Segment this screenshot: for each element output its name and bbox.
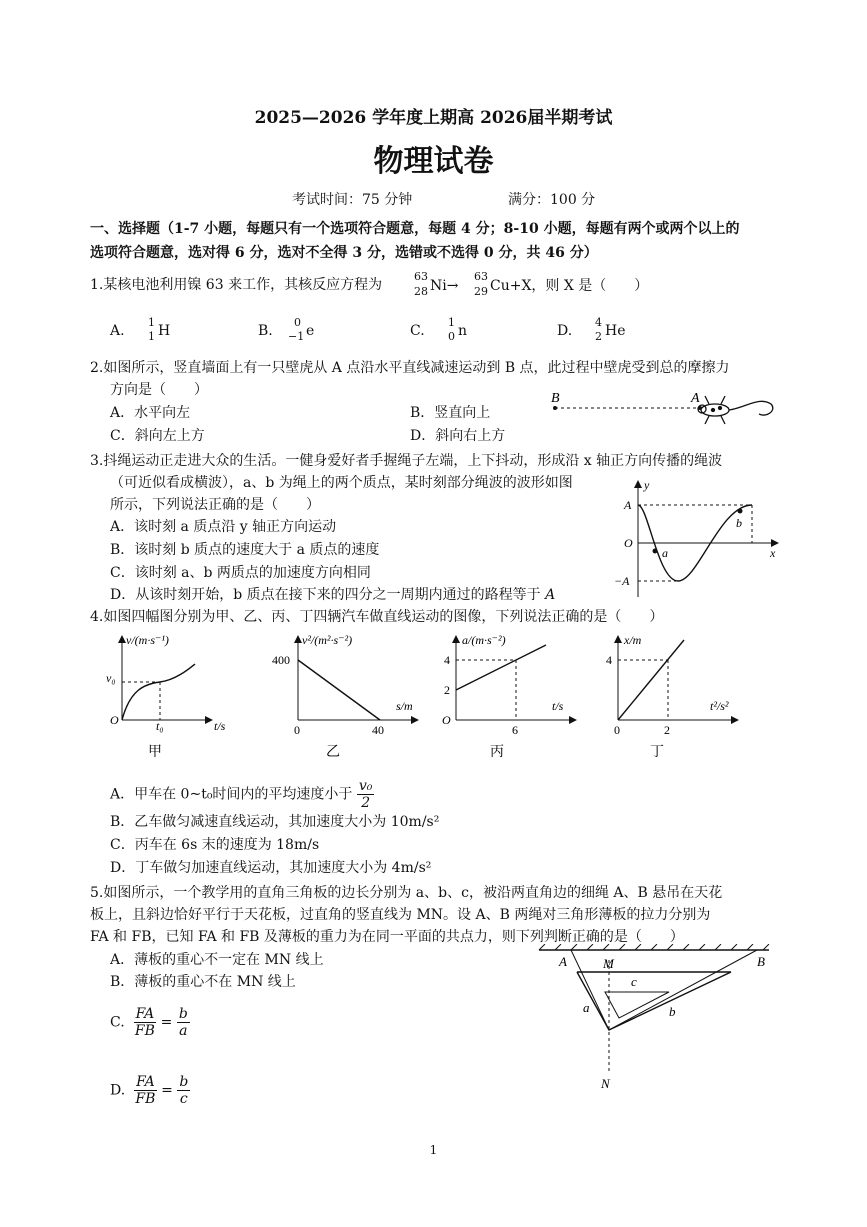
graph-name: 乙 bbox=[326, 745, 340, 760]
q4-option-b: B．乙车做匀减速直线运动，其加速度大小为 10m/s² bbox=[110, 814, 440, 830]
particle-a-label: a bbox=[662, 546, 668, 560]
side-c-label: c bbox=[631, 974, 637, 989]
cu-atomic: 29 bbox=[474, 285, 488, 298]
q5-option-a: A．薄板的重心不一定在 MN 线上 bbox=[110, 952, 324, 968]
q4-stem: 4.如图四幅图分别为甲、乙、丙、丁四辆汽车做直线运动的图像，下列说法正确的是（ ） bbox=[90, 609, 664, 625]
q5-option-c: C. $\frac{FA}{FB}$ = $\frac{b}{a}$ bbox=[110, 1006, 188, 1039]
curve bbox=[122, 664, 195, 720]
atomic-number: 0 bbox=[448, 330, 455, 343]
x-label: t²/s² bbox=[710, 699, 729, 713]
q3-option-d-text: D．从该时刻开始，b 质点在接下来的四分之一周期内通过的路程等于 bbox=[110, 587, 541, 603]
option-label: C. bbox=[410, 323, 425, 339]
triangle-plate bbox=[577, 972, 731, 1030]
x-label: t/s bbox=[214, 719, 226, 733]
nuclide-symbol: He bbox=[605, 323, 626, 339]
q2-option-c: C．斜向左上方 bbox=[110, 428, 205, 444]
cu-mass: 63 bbox=[474, 270, 488, 283]
page-number: 1 bbox=[429, 1143, 438, 1157]
atomic-number: 1 bbox=[148, 330, 155, 343]
gecko-figure bbox=[545, 388, 785, 436]
v0-over-2 bbox=[357, 778, 375, 811]
q3-stem-line1: 3.抖绳运动正走进大众的生活。一健身爱好者手握绳子左端，上下抖动，形成沿 x 轴正方向传播的绳波 bbox=[90, 453, 723, 469]
denominator: a bbox=[179, 1023, 188, 1039]
x-tick: 6 bbox=[512, 723, 518, 737]
q3-option-a: A．该时刻 a 质点沿 y 轴正方向运动 bbox=[110, 519, 337, 535]
q3-option-b: B．该时刻 b 质点的速度大于 a 质点的速度 bbox=[110, 542, 380, 558]
y-label: x/m bbox=[624, 633, 642, 647]
y-tick-intercept: 2 bbox=[444, 683, 450, 697]
y-tick: 400 bbox=[272, 653, 290, 667]
graph-ding bbox=[606, 633, 738, 760]
b-over-a bbox=[177, 1006, 190, 1039]
q2-stem-line2: 方向是（ ） bbox=[110, 382, 208, 398]
mass-number: 4 bbox=[595, 316, 602, 329]
exam-time: 考试时间：75 分钟 bbox=[292, 192, 413, 208]
q2-stem-line1: 2.如图所示，竖直墙面上有一只壁虎从 A 点沿水平直线减速运动到 B 点，此过程中壁虎受到总的摩擦力 bbox=[90, 360, 730, 376]
graph-jia bbox=[106, 633, 226, 760]
inner-cutout bbox=[605, 992, 669, 1018]
gecko-icon bbox=[698, 396, 773, 424]
point-a-label: A bbox=[691, 391, 700, 406]
y-label: v/(m·s⁻¹) bbox=[126, 633, 169, 647]
line bbox=[618, 640, 684, 720]
point-n-label: N bbox=[601, 1076, 610, 1091]
rope-b-label: B bbox=[757, 954, 765, 969]
y-tick: 4 bbox=[606, 653, 612, 667]
line bbox=[298, 660, 380, 720]
q3-option-c: C．该时刻 a、b 两质点的加速度方向相同 bbox=[110, 565, 371, 581]
nuclide-symbol: H bbox=[158, 323, 171, 339]
numerator: v₀ bbox=[358, 778, 373, 794]
y-tick: 4 bbox=[444, 653, 450, 667]
ni-atomic: 28 bbox=[414, 285, 428, 298]
origin: 0 bbox=[614, 723, 620, 737]
rope-a-label: A bbox=[559, 954, 567, 969]
nuclide-symbol: e bbox=[306, 323, 315, 339]
graph-name: 甲 bbox=[148, 745, 162, 760]
ni-symbol: Ni→ bbox=[430, 278, 459, 294]
q2-option-b: B．竖直向上 bbox=[410, 405, 491, 421]
section-heading-line1: 一、选择题（1-7 小题，每题只有一个选项符合题意，每题 4 分；8-10 小题，每题有两个或两个以上的 bbox=[90, 221, 740, 237]
graph-name: 丙 bbox=[490, 745, 504, 760]
mass-number: 1 bbox=[448, 316, 455, 329]
x-tick: 40 bbox=[372, 723, 384, 737]
option-label: D. bbox=[110, 1082, 126, 1099]
atomic-number: 2 bbox=[595, 330, 602, 343]
amplitude-label: A bbox=[624, 498, 632, 512]
section-heading-line2: 选项符合题意，选对得 6 分，选对不全得 3 分，选错或不选得 0 分，共 46 分） bbox=[90, 245, 598, 261]
denominator: 2 bbox=[361, 795, 371, 811]
subject-title: 物理试卷 bbox=[373, 144, 494, 179]
point-b-label: B bbox=[551, 391, 560, 406]
x-label: s/m bbox=[396, 699, 413, 713]
option-label: B. bbox=[258, 323, 273, 339]
option-label: C. bbox=[110, 1014, 125, 1031]
y-label: a/(m·s⁻²) bbox=[462, 633, 506, 647]
point-m-label: M bbox=[603, 956, 614, 971]
q3-stem-line2: （可近似看成横波），a、b 为绳上的两个质点，某时刻部分绳波的波形如图 bbox=[110, 475, 573, 491]
y-label: v²/(m²·s⁻²) bbox=[302, 633, 353, 647]
particle-b bbox=[738, 509, 743, 514]
q5-stem-line3: FA 和 FB，已知 FA 和 FB 及薄板的重力为在同一平面的共点力，则下列判断正确的是（ ） bbox=[90, 929, 684, 945]
x-label: t/s bbox=[552, 699, 564, 713]
fa-over-fb bbox=[134, 1006, 157, 1039]
line bbox=[456, 645, 546, 690]
q4-option-a-text: A．甲车在 0~t₀时间内的平均速度小于 bbox=[110, 786, 353, 803]
origin: 0 bbox=[294, 723, 300, 737]
origin-label: O bbox=[624, 536, 633, 550]
graph-yi bbox=[272, 633, 418, 760]
cu-symbol: Cu+X，则 X 是（ ） bbox=[490, 278, 649, 294]
q4-option-c: C．丙车在 6s 末的速度为 18m/s bbox=[110, 837, 320, 853]
numerator: FA bbox=[136, 1074, 155, 1090]
mass-number: 1 bbox=[148, 316, 155, 329]
q4-option-a bbox=[110, 778, 374, 811]
q1-equation bbox=[414, 270, 654, 300]
atomic-number: −1 bbox=[288, 330, 305, 343]
ceiling-hatch bbox=[539, 944, 769, 950]
denominator: FB bbox=[134, 1023, 155, 1039]
b-over-c bbox=[177, 1074, 190, 1107]
q5-stem-line2: 板上，且斜边恰好平行于天花板，过直角的竖直线为 MN。设 A、B 两绳对三角形薄板的拉力分别为 bbox=[90, 907, 711, 923]
graph-name: 丁 bbox=[650, 745, 664, 760]
q3-option-d bbox=[110, 585, 555, 605]
graph-bing bbox=[442, 633, 576, 760]
numerator: b bbox=[178, 1006, 188, 1022]
option-label: A. bbox=[110, 323, 125, 339]
triangle-figure bbox=[535, 944, 775, 1094]
rope-b bbox=[609, 950, 757, 1030]
numerator: b bbox=[179, 1074, 189, 1090]
denominator: FB bbox=[135, 1091, 156, 1107]
side-a-label: a bbox=[583, 1000, 590, 1015]
origin: O bbox=[442, 713, 451, 727]
origin: O bbox=[110, 713, 119, 727]
full-score: 满分：100 分 bbox=[508, 192, 596, 208]
q1-stem: 1.某核电池利用镍 63 来工作，其核反应方程为 bbox=[90, 277, 383, 293]
q5-stem-line1: 5.如图所示，一个教学用的直角三角板的边长分别为 a、b、c，被沿两直角边的细绳 A、B 悬吊在天花 bbox=[90, 885, 723, 901]
amplitude-symbol: A bbox=[545, 587, 556, 603]
q2-option-a: A．水平向左 bbox=[110, 405, 191, 421]
particle-b-label: b bbox=[736, 516, 742, 530]
numerator: FA bbox=[135, 1006, 155, 1022]
q2-option-d: D．斜向右上方 bbox=[410, 428, 506, 444]
y-tick: v₀ bbox=[106, 671, 116, 685]
q3-stem-line3: 所示，下列说法正确的是（ ） bbox=[110, 497, 320, 513]
fa-over-fb bbox=[134, 1074, 157, 1107]
particle-a bbox=[653, 549, 658, 554]
q1-options bbox=[110, 316, 650, 346]
denominator: c bbox=[179, 1091, 188, 1107]
mass-number: 0 bbox=[294, 316, 301, 329]
q4-graphs bbox=[100, 630, 790, 770]
x-tick: t₀ bbox=[156, 719, 164, 733]
y-axis-label: y bbox=[644, 478, 650, 492]
option-label: D. bbox=[557, 323, 573, 339]
q5-option-d: D. $\frac{FA}{FB}$ = $\frac{b}{c}$ bbox=[110, 1074, 189, 1107]
wave-figure bbox=[610, 475, 785, 605]
nuclide-symbol: n bbox=[458, 323, 468, 339]
q4-option-d: D．丁车做匀加速直线运动，其加速度大小为 4m/s² bbox=[110, 860, 432, 876]
x-tick: 2 bbox=[664, 723, 670, 737]
side-b-label: b bbox=[669, 1004, 676, 1019]
q5-option-b: B．薄板的重心不在 MN 线上 bbox=[110, 974, 296, 990]
neg-amplitude-label: −A bbox=[614, 574, 630, 588]
x-axis-label: x bbox=[770, 546, 776, 560]
exam-title: 2025—2026 学年度上期高 2026届半期考试 bbox=[254, 108, 613, 128]
ni-mass: 63 bbox=[414, 270, 428, 283]
